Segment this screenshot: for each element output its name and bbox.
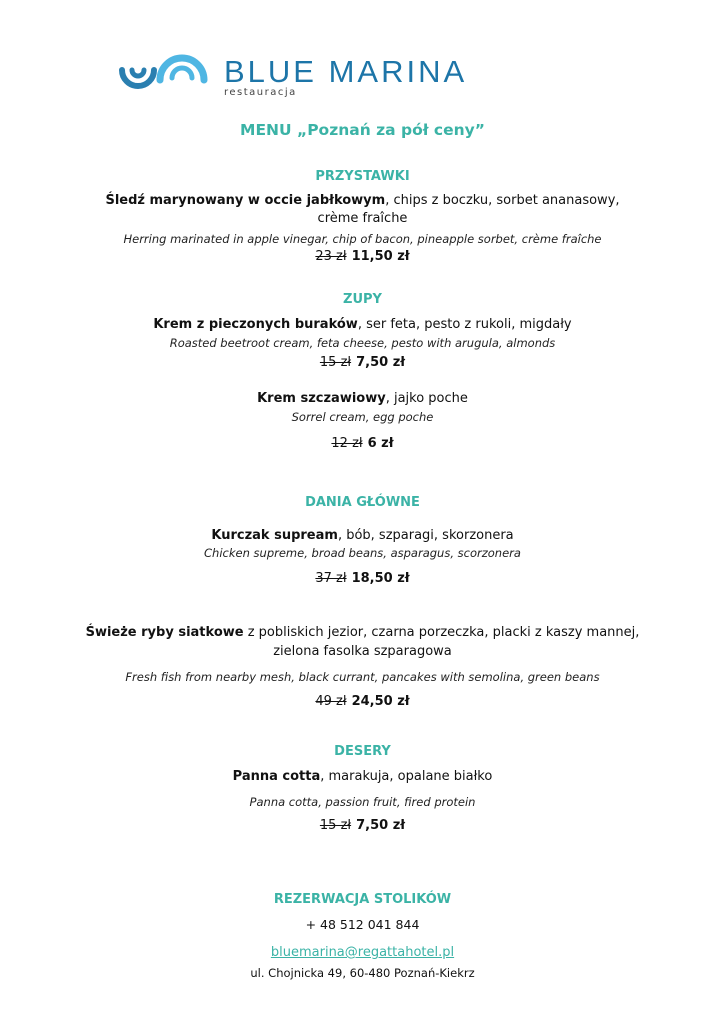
dish-english: Sorrel cream, egg poche (291, 410, 434, 424)
dish-name: Świeże ryby siatkowe (85, 625, 244, 640)
reservation-email-row (0, 941, 725, 960)
dish-description (0, 391, 725, 406)
dish-name: Panna cotta (232, 769, 321, 784)
old-price: 15 zł (319, 355, 352, 370)
old-price: 37 zł (315, 571, 347, 586)
wave-logo-icon (116, 44, 216, 96)
dish-description (0, 528, 725, 543)
section-heading: DESERY (334, 744, 391, 759)
dish-name: Krem z pieczonych buraków (153, 317, 358, 332)
dish-price (0, 355, 725, 370)
dish-english: Fresh fish from nearby mesh, black currant, pancakes with semolina, green beans (125, 670, 600, 684)
dish-english: Roasted beetroot cream, feta cheese, pesto with arugula, almonds (169, 336, 556, 350)
dish-price (0, 571, 725, 586)
reservation-heading: REZERWACJA STOLIKÓW (273, 892, 452, 907)
dish-price (0, 818, 725, 833)
dish-description (0, 193, 725, 208)
dish-ingredients: , marakuja, opalane białko (320, 769, 493, 784)
new-price: 18,50 zł (351, 571, 410, 586)
old-price: 12 zł (331, 436, 363, 451)
dish-description (0, 625, 725, 640)
old-price: 23 zł (315, 249, 347, 264)
dish-ingredients: , ser feta, pesto z rukoli, migdały (357, 317, 572, 332)
brand-logo (116, 44, 616, 104)
reservation-email-link[interactable]: bluemarina@regattahotel.pl (270, 945, 455, 960)
dish-name: Krem szczawiowy (257, 391, 386, 406)
new-price: 11,50 zł (351, 249, 410, 264)
reservation-phone[interactable]: + 48 512 041 844 (305, 917, 420, 932)
dish-name: Śledź marynowany w occie jabłkowym (105, 193, 386, 208)
section-heading: PRZYSTAWKI (315, 169, 410, 184)
dish-description (0, 317, 725, 332)
dish-ingredients-cont: zielona fasolka szparagowa (273, 644, 452, 659)
section-heading: ZUPY (343, 292, 382, 307)
dish-english: Panna cotta, passion fruit, fired protein (249, 795, 476, 809)
new-price: 24,50 zł (351, 694, 410, 709)
new-price: 7,50 zł (356, 355, 406, 370)
dish-description (0, 769, 725, 784)
dish-price (0, 694, 725, 709)
old-price: 49 zł (315, 694, 347, 709)
dish-ingredients: , chips z boczku, sorbet ananasowy, (385, 193, 620, 208)
dish-price (0, 436, 725, 451)
dish-english: Herring marinated in apple vinegar, chip of bacon, pineapple sorbet, crème fraîche (123, 232, 602, 246)
new-price: 6 zł (367, 436, 394, 451)
dish-ingredients: z pobliskich jezior, czarna porzeczka, placki z kaszy mannej, (243, 625, 640, 640)
dish-ingredients-cont: crème fraîche (317, 211, 408, 226)
brand-name: BLUE MARINA (224, 54, 468, 89)
menu-title: MENU „Poznań za pół ceny” (240, 121, 485, 139)
brand-subtitle: restauracja (224, 87, 297, 98)
dish-ingredients: , bób, szparagi, skorzonera (337, 528, 514, 543)
old-price: 15 zł (319, 818, 352, 833)
dish-name: Kurczak supream (211, 528, 338, 543)
dish-english: Chicken supreme, broad beans, asparagus, scorzonera (204, 546, 521, 560)
section-heading: DANIA GŁÓWNE (305, 495, 420, 510)
dish-ingredients: , jajko poche (385, 391, 468, 406)
dish-price (0, 249, 725, 264)
reservation-address: ul. Chojnicka 49, 60-480 Poznań-Kiekrz (250, 966, 475, 980)
new-price: 7,50 zł (356, 818, 406, 833)
